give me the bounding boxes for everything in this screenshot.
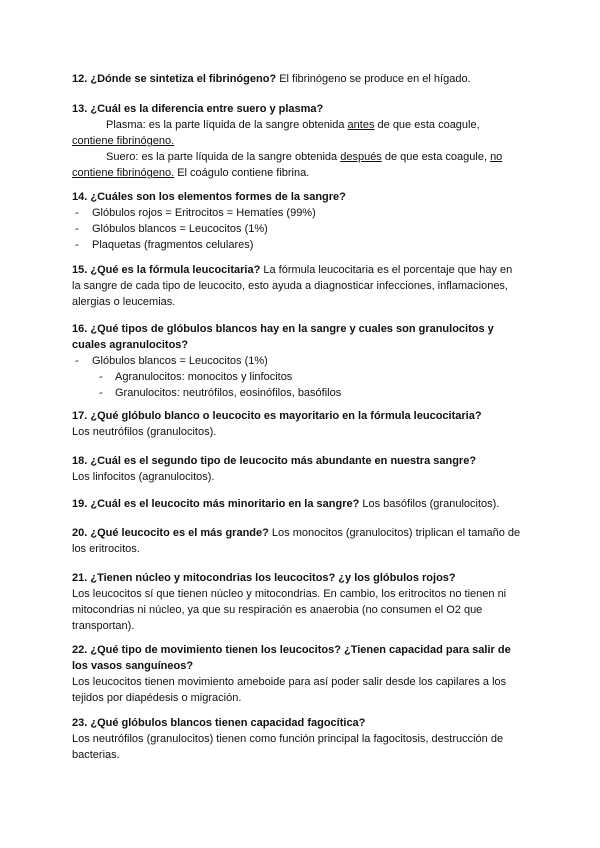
question-16 <box>72 321 522 401</box>
question-14-title: 14. ¿Cuáles son los elementos formes de la sangre? <box>72 191 346 203</box>
suero-definition-end: contiene fibrinógeno. El coágulo contiene fibrina. <box>72 167 310 179</box>
question-22-answer: Los leucocitos tienen movimiento ameboide para así poder salir desde los capilares a los tejidos por diapédesis o migración. <box>72 676 507 704</box>
question-15-answer: La fórmula leucocitaria es el porcentaje que hay en la sangre de cada tipo de leucocito, esto ayuda a diagnosticar infecciones, inflamaciones, alergias o leucemias. <box>72 264 513 308</box>
question-12 <box>72 71 522 87</box>
question-13-title: 13. ¿Cuál es la diferencia entre suero y plasma? <box>72 103 324 115</box>
question-18-title: 18. ¿Cuál es el segundo tipo de leucocito más abundante en nuestra sangre? <box>72 455 477 467</box>
list-item: - Glóbulos rojos = Eritrocitos = Hematíes (99%) <box>72 205 522 221</box>
question-23 <box>72 715 522 763</box>
question-14 <box>72 189 522 253</box>
list-item: - Plaquetas (fragmentos celulares) <box>72 237 522 253</box>
question-12-title: 12. ¿Dónde se sintetiza el fibrinógeno? <box>72 73 277 85</box>
question-20-title: 20. ¿Qué leucocito es el más grande? <box>72 527 269 539</box>
question-22-title: 22. ¿Qué tipo de movimiento tienen los leucocitos? ¿Tienen capacidad para salir de los vasos sanguíneos? <box>72 644 511 672</box>
question-18 <box>72 453 522 485</box>
question-21-title: 21. ¿Tienen núcleo y mitocondrias los leucocitos? ¿y los glóbulos rojos? <box>72 572 456 584</box>
question-17 <box>72 408 522 440</box>
question-19-title: 19. ¿Cuál es el leucocito más minoritario en la sangre? <box>72 498 360 510</box>
plasma-definition: Plasma: es la parte líquida de la sangre obtenida antes de que esta coagule, <box>106 119 480 131</box>
question-21 <box>72 570 522 634</box>
question-20-answer: Los monocitos (granulocitos) triplican el tamaño de los eritrocitos. <box>72 527 521 555</box>
suero-definition: Suero: es la parte líquida de la sangre obtenida después de que esta coagule, no <box>106 151 503 163</box>
question-22 <box>72 642 522 706</box>
question-15 <box>72 262 522 310</box>
sub-list-item: - Agranulocitos: monocitos y linfocitos <box>72 369 522 385</box>
plasma-definition-end: contiene fibrinógeno. <box>72 135 175 147</box>
question-20 <box>72 525 522 557</box>
question-18-answer: Los linfocitos (agranulocitos). <box>72 471 215 483</box>
question-19-answer: Los basófilos (granulocitos). <box>359 498 500 510</box>
question-13 <box>72 101 522 181</box>
question-23-title: 23. ¿Qué glóbulos blancos tienen capacidad fagocítica? <box>72 717 366 729</box>
question-23-answer: Los neutrófilos (granulocitos) tienen como función principal la fagocitosis, destrucción de bacterias. <box>72 733 504 761</box>
question-12-answer: El fibrinógeno se produce en el hígado. <box>276 73 471 85</box>
question-19 <box>72 496 522 512</box>
sub-list-item: - Granulocitos: neutrófilos, eosinófilos, basófilos <box>72 385 522 401</box>
question-17-answer: Los neutrófilos (granulocitos). <box>72 426 217 438</box>
question-16-title: 16. ¿Qué tipos de glóbulos blancos hay en la sangre y cuales son granulocitos y cuales agranulocitos? <box>72 323 494 351</box>
list-item: - Glóbulos blancos = Leucocitos (1%) <box>72 353 522 369</box>
list-item: - Glóbulos blancos = Leucocitos (1%) <box>72 221 522 237</box>
question-21-answer: Los leucocitos sí que tienen núcleo y mitocondrias. En cambio, los eritrocitos no tienen ni mitocondrias ni núcleo, ya que su respiración es anaerobia (no consumen el O2 que transportan). <box>72 588 507 632</box>
question-15-title: 15. ¿Qué es la fórmula leucocitaria? <box>72 264 261 276</box>
question-17-title: 17. ¿Qué glóbulo blanco o leucocito es mayoritario en la fórmula leucocitaria? <box>72 410 482 422</box>
